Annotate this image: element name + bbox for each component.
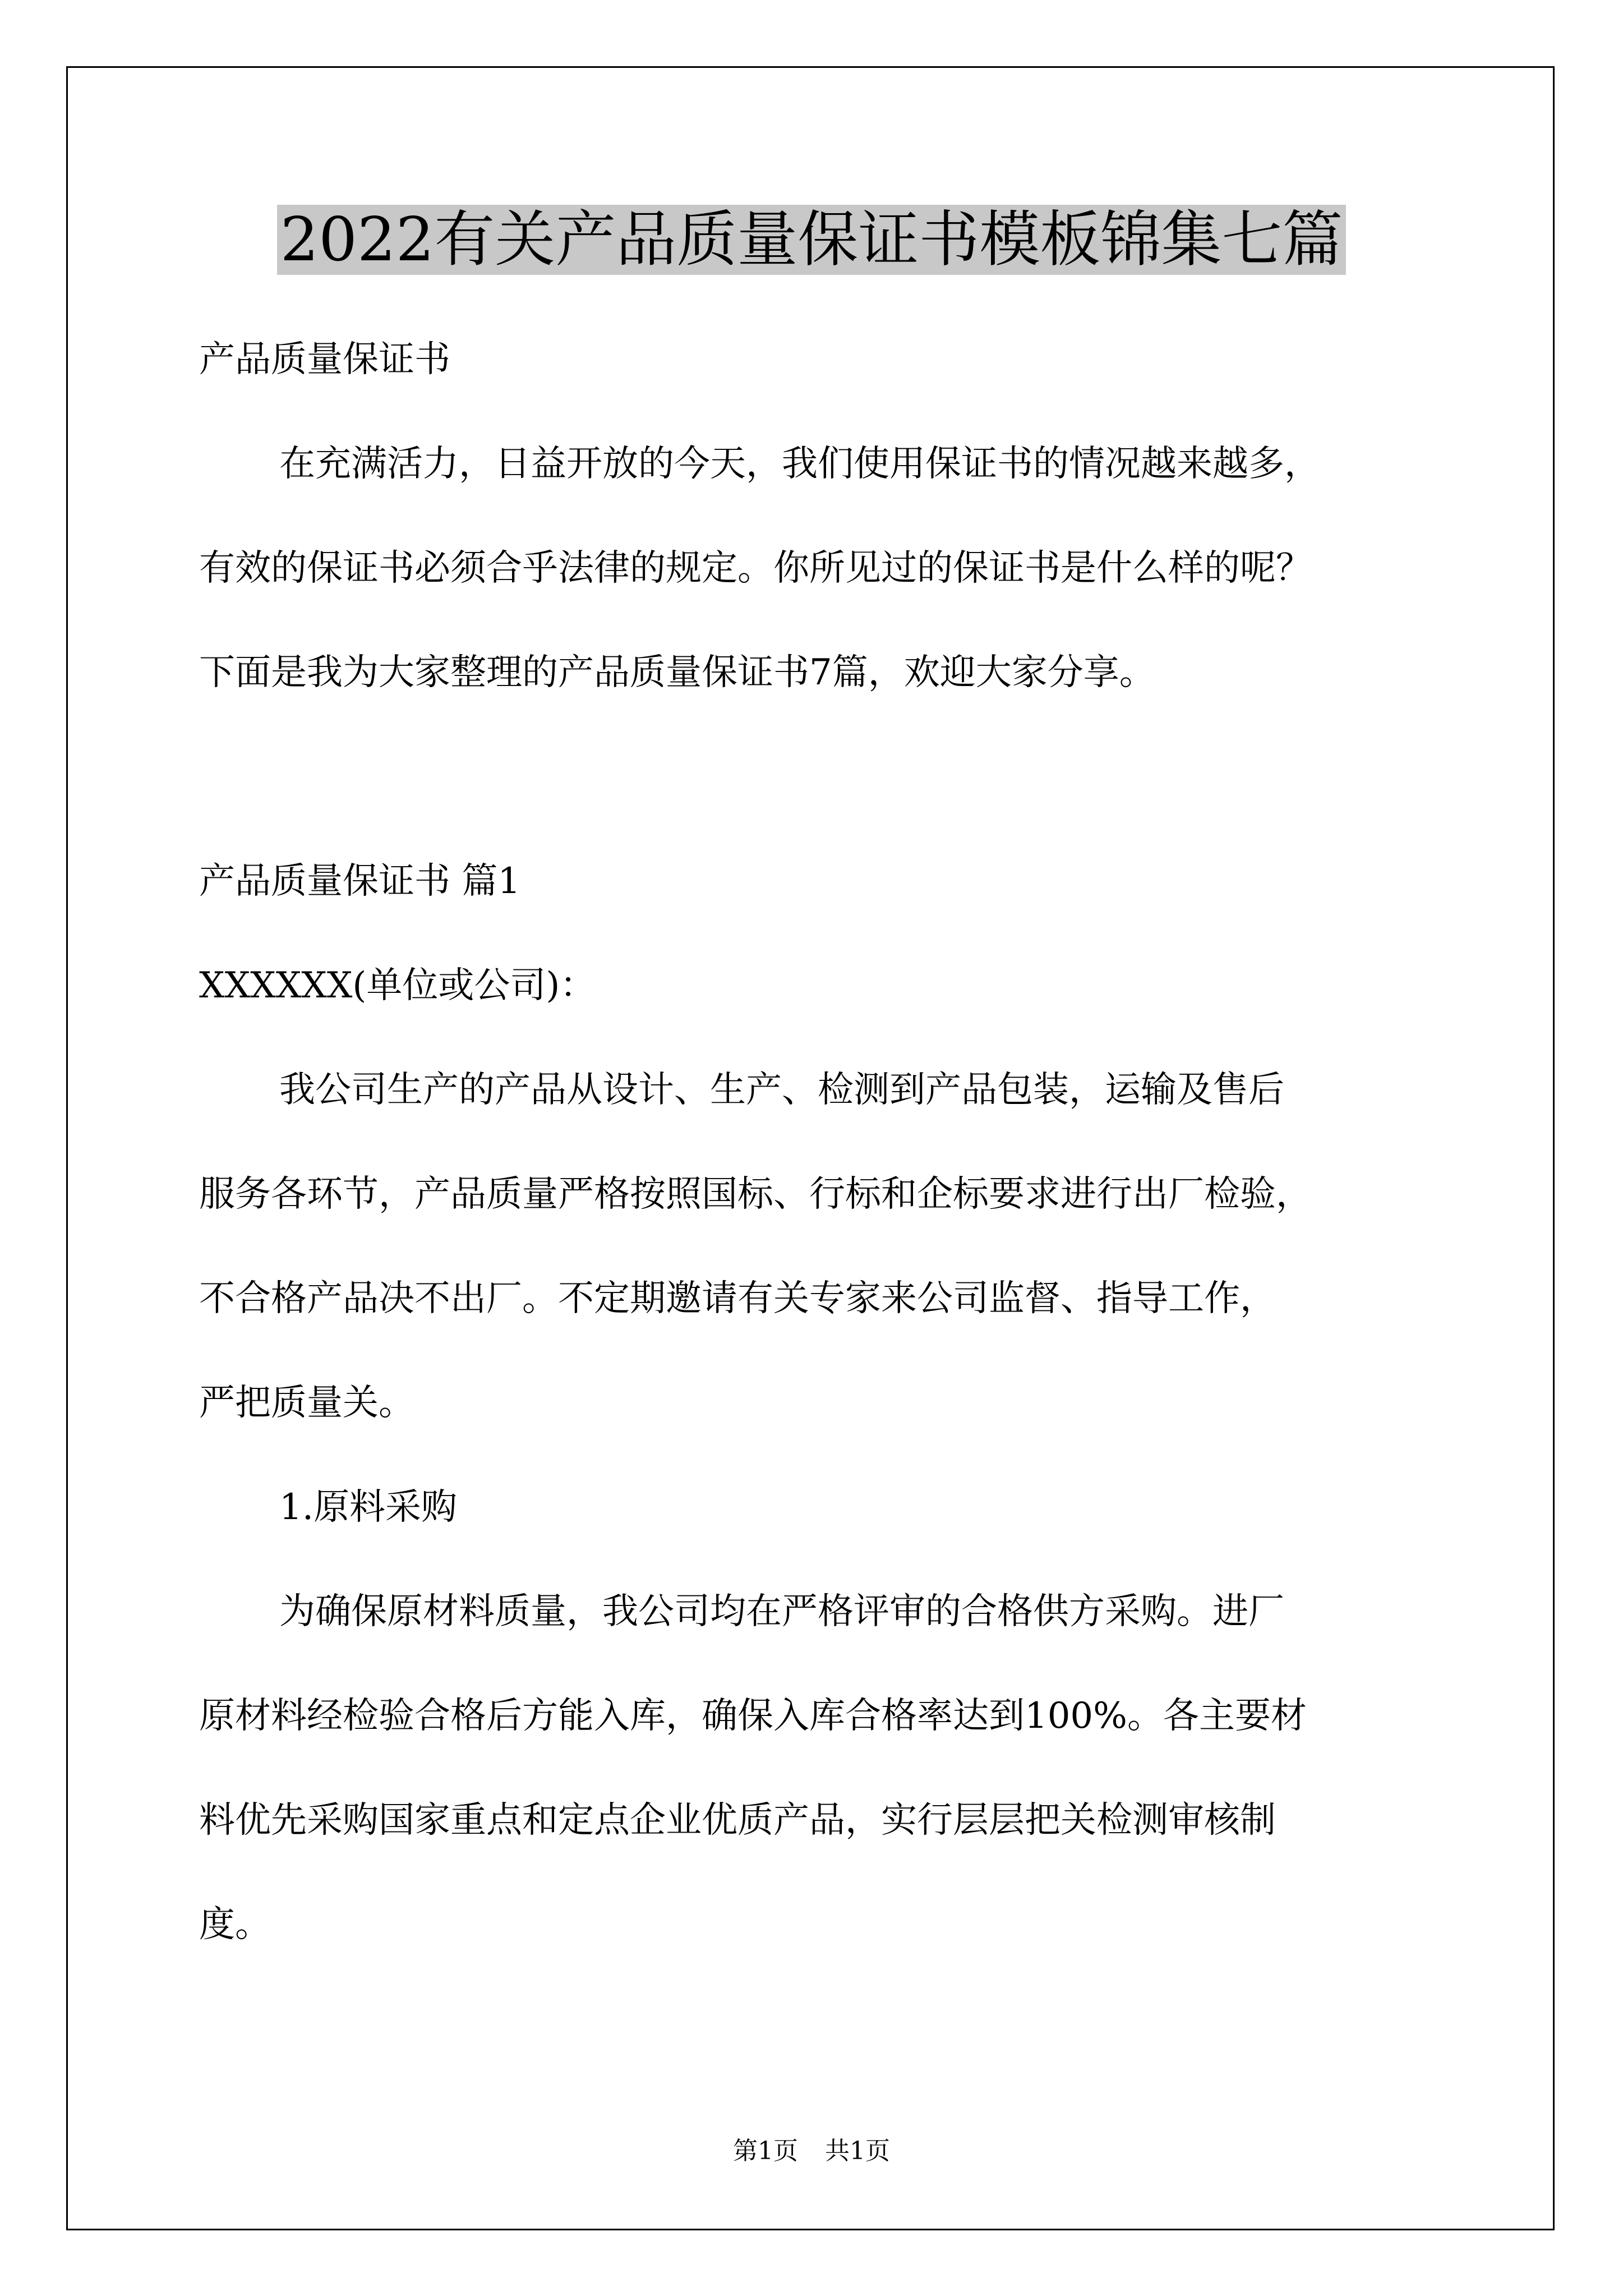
subsection-heading: 1.原料采购 [279, 1487, 458, 1528]
document-title-text: 2022有关产品质量保证书模板锦集七篇 [277, 205, 1347, 275]
document-body [199, 307, 1455, 1977]
page-number: 第1页 [733, 2137, 798, 2165]
paragraph-line: 我公司生产的产品从设计、生产、检测到产品包装，运输及售后 [279, 1069, 1284, 1111]
paragraph-line: 为确保原材料质量，我公司均在严格评审的合格供方采购。进厂 [279, 1591, 1284, 1632]
paragraph-line: 服务各环节，产品质量严格按照国标、行标和企标要求进行出厂检验， [199, 1174, 1312, 1215]
page-total: 共1页 [825, 2137, 890, 2165]
page-footer [0, 2134, 1623, 2168]
document-title [0, 201, 1623, 279]
blank-line [199, 725, 1455, 829]
paragraph-line: 度。 [199, 1904, 271, 1945]
paragraph-line: 严把质量关。 [199, 1382, 414, 1424]
paragraph-line: 料优先采购国家重点和定点企业优质产品，实行层层把关检测审核制 [199, 1800, 1276, 1841]
paragraph-line: 原材料经检验合格后方能入库，确保入库合格率达到100%。各主要材 [199, 1695, 1307, 1737]
section-heading: 产品质量保证书 [199, 339, 450, 380]
section-heading: 产品质量保证书 篇1 [199, 861, 521, 902]
paragraph-line: 下面是我为大家整理的产品质量保证书7篇，欢迎大家分享。 [199, 652, 1155, 693]
paragraph-line: 不合格产品决不出厂。不定期邀请有关专家来公司监督、指导工作， [199, 1278, 1276, 1319]
paragraph-line: 在充满活力，日益开放的今天，我们使用保证书的情况越来越多， [279, 443, 1320, 485]
paragraph-line: 有效的保证书必须合乎法律的规定。你所见过的保证书是什么样的呢？ [199, 547, 1312, 589]
addressee-line: XXXXXX(单位或公司)： [199, 965, 596, 1006]
